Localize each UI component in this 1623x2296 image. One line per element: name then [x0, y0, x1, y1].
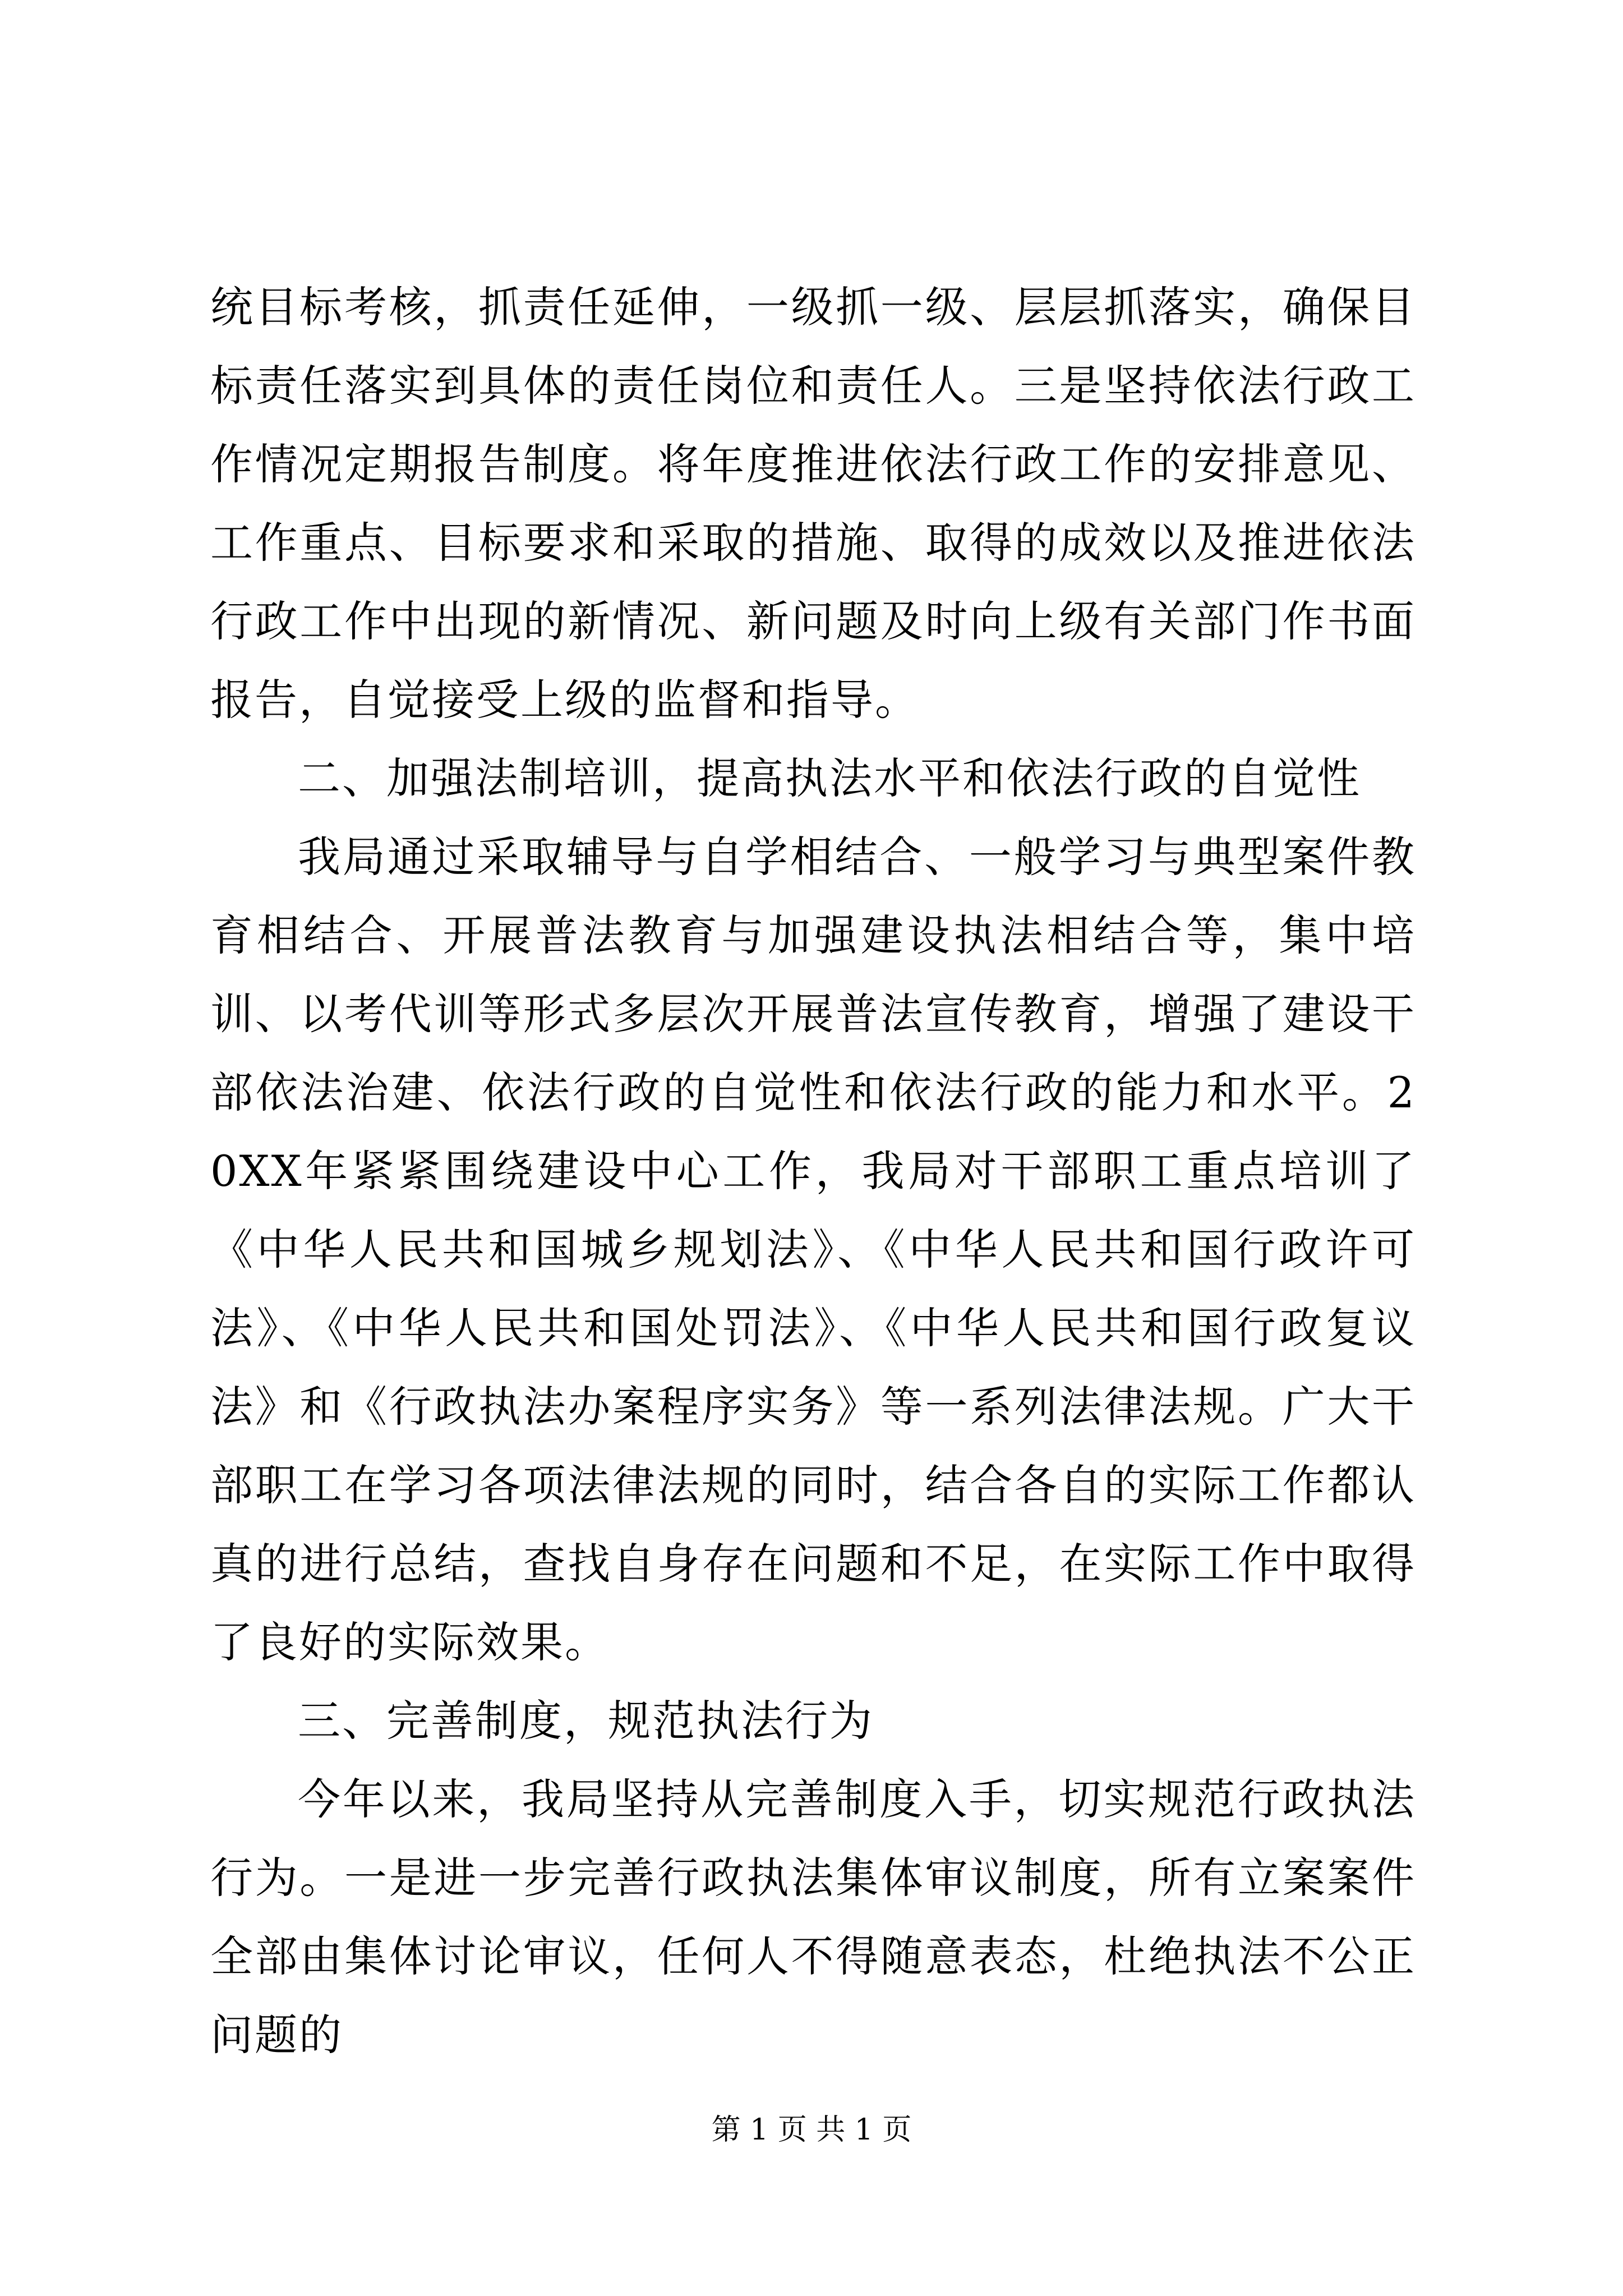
paragraph-training: 我局通过采取辅导与自学相结合、一般学习与典型案件教育相结合、开展普法教育与加强建设执法相结合等，集中培训、以考代训等形式多层次开展普法宣传教育，增强了建设干部依法治建、依法行政的自觉性和依法行政的能力和水平。20XX年紧紧围绕建设中心工作，我局对干部职工重点培训了《中华人民共和国城乡规划法》、《中华人民共和国行政许可法》、《中华人民共和国处罚法》、《中华人民共和国行政复议法》和《行政执法办案程序实务》等一系列法律法规。广大干部职工在学习各项法律法规的同时，结合各自的实际工作都认真的进行总结，查找自身存在问题和不足，在实际工作中取得了良好的实际效果。 [210, 832, 1416, 1667]
page-footer: 第 1 页 共 1 页 [711, 2113, 912, 2147]
paragraph-continuation: 统目标考核，抓责任延伸，一级抓一级、层层抓落实，确保目标责任落实到具体的责任岗位和责任人。三是坚持依法行政工作情况定期报告制度。将年度推进依法行政工作的安排意见、工作重点、目标要求和采取的措施、取得的成效以及推进依法行政工作中出现的新情况、新问题及时向上级有关部门作书面报告，自觉接受上级的监督和指导。 [210, 282, 1416, 725]
document-body [210, 268, 1416, 2074]
section-heading-2: 二、加强法制培训，提高执法水平和依法行政的自觉性 [298, 753, 1361, 803]
section-heading-3: 三、完善制度，规范执法行为 [298, 1696, 874, 1746]
paragraph-regulations: 今年以来，我局坚持从完善制度入手，切实规范行政执法行为。一是进一步完善行政执法集体审议制度，所有立案案件全部由集体讨论审议，任何人不得随意表态，杜绝执法不公正问题的 [210, 1774, 1416, 2060]
